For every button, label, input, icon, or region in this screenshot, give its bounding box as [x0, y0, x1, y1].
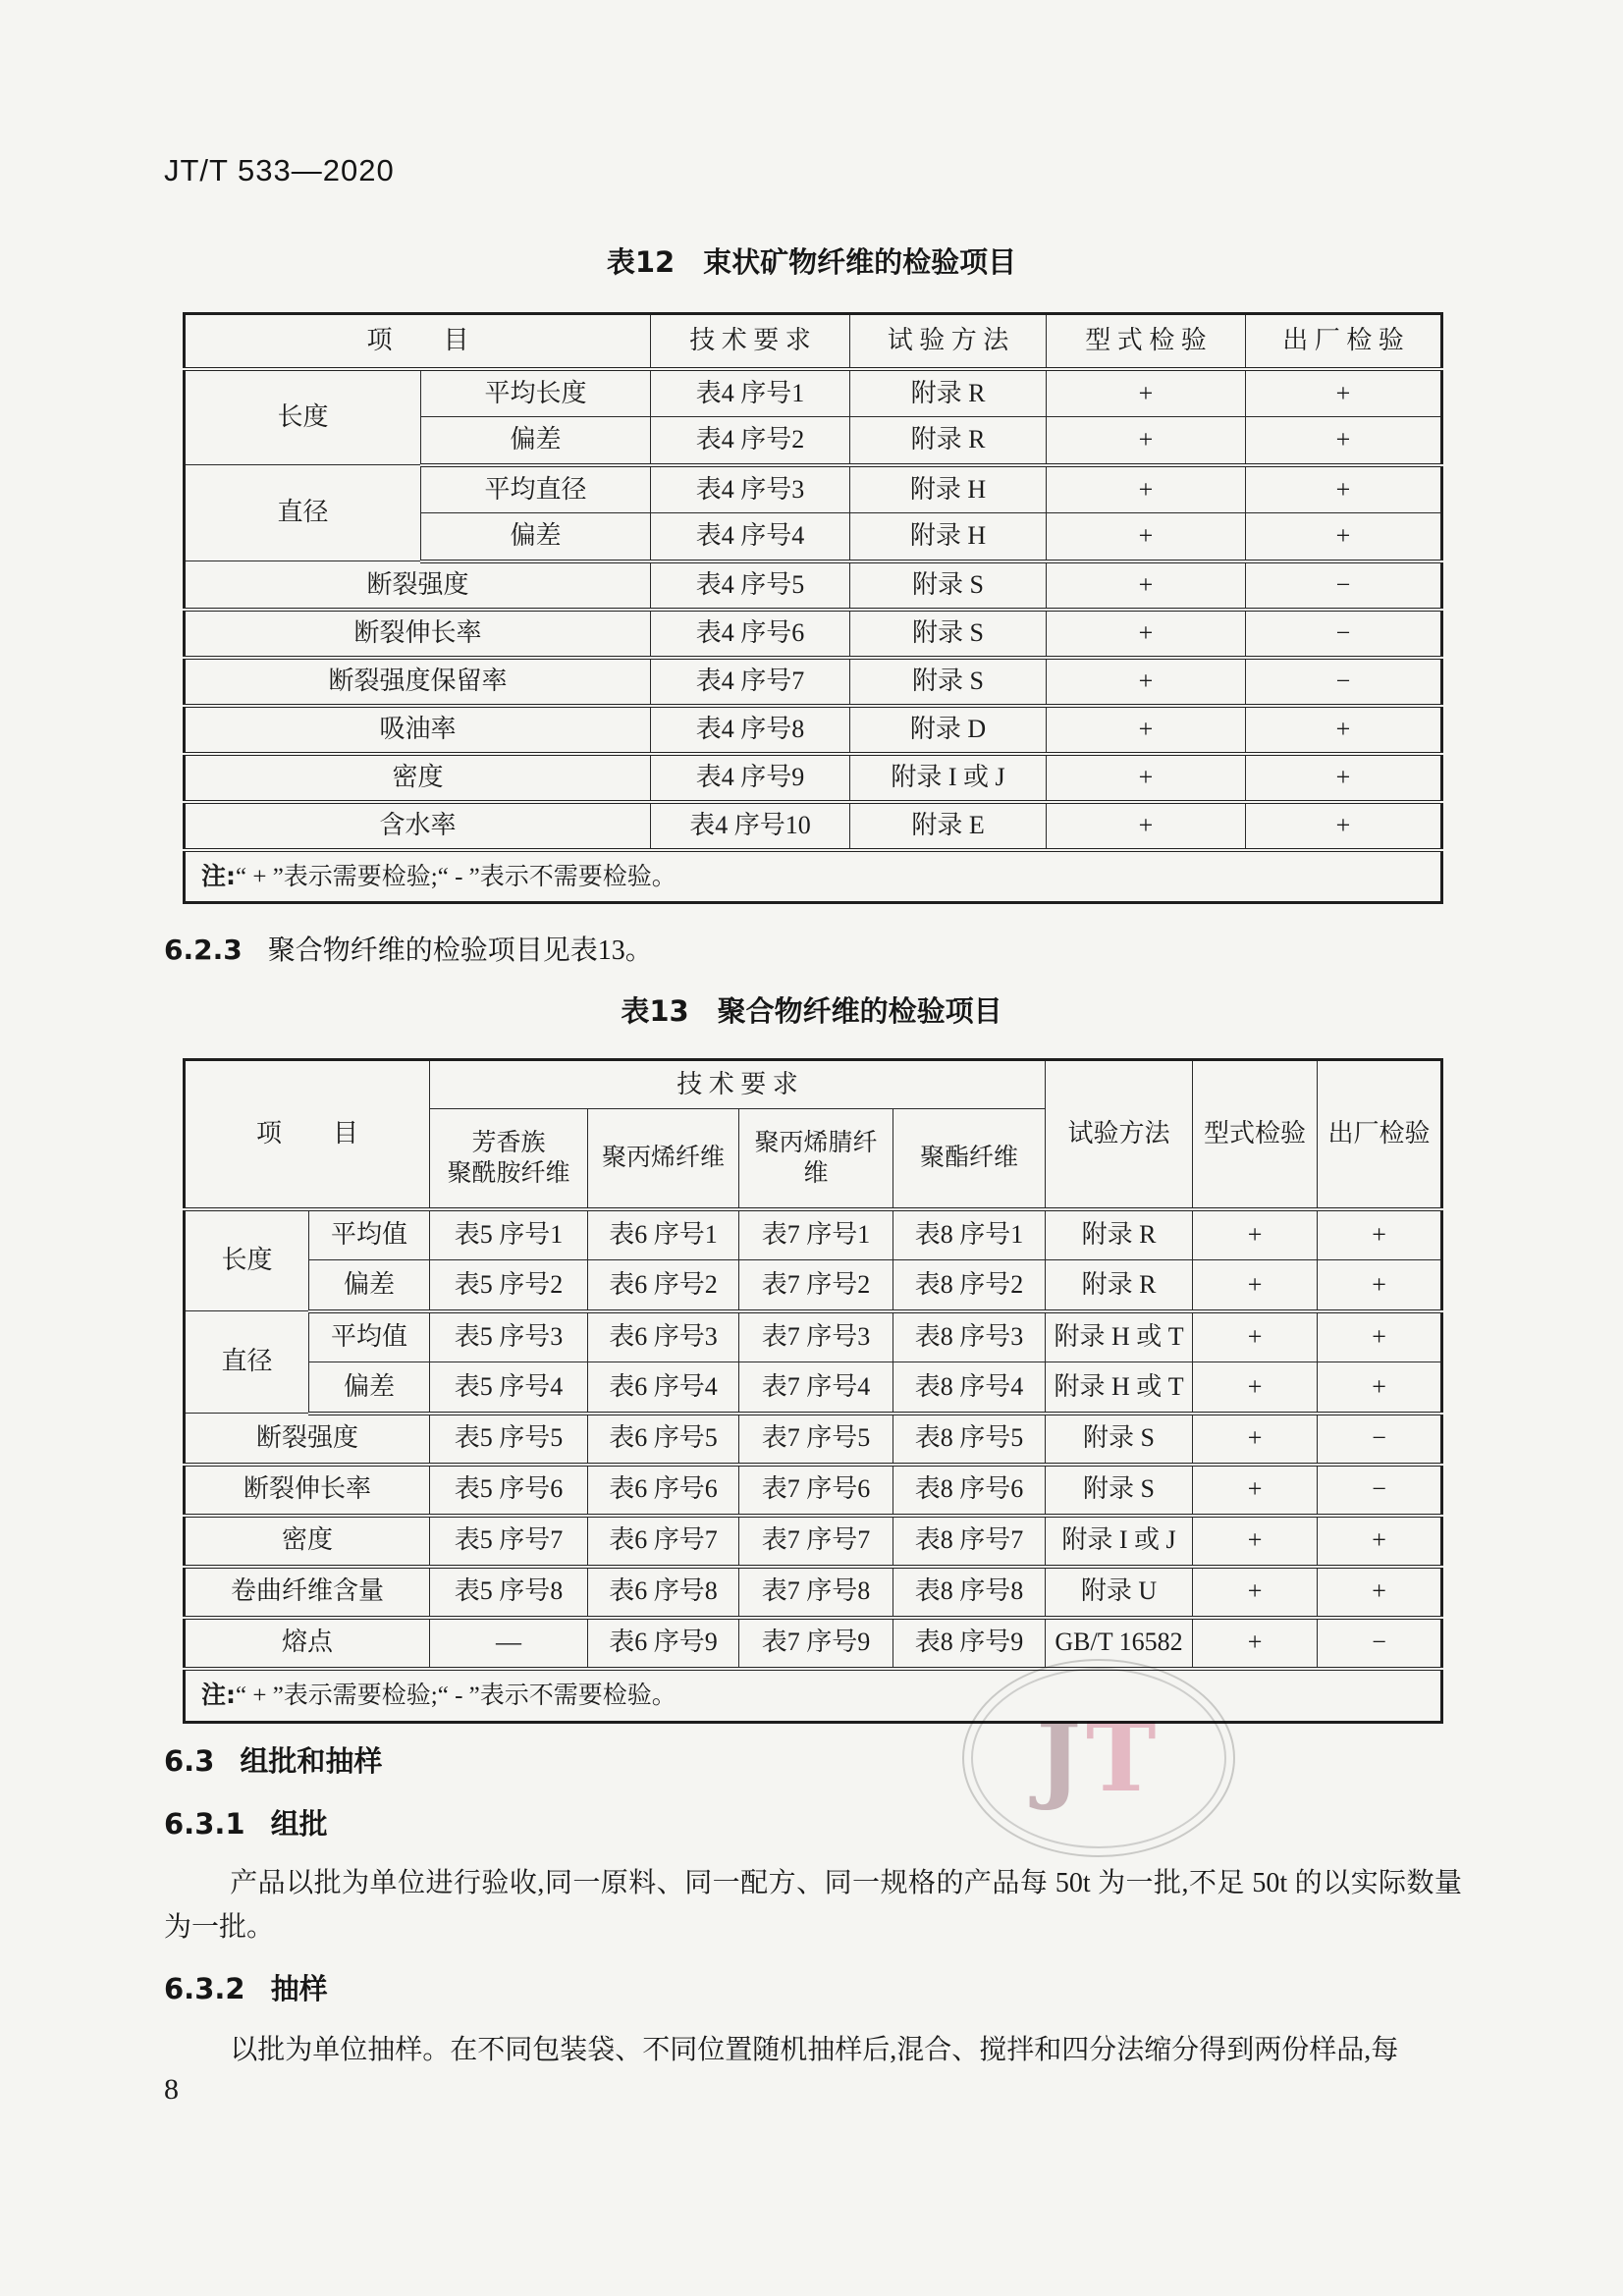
type-check-cell: + [1047, 369, 1246, 417]
item-sub-cell: 偏差 [421, 417, 651, 465]
table13-note [185, 1669, 1442, 1723]
clause-6-3-1 [164, 1802, 328, 1842]
clause-text: 聚合物纤维的检验项目见表13。 [267, 935, 653, 966]
requirement-cell: 表6 序号2 [588, 1260, 739, 1311]
factory-check-cell: + [1246, 802, 1442, 850]
item-cell: 断裂伸长率 [185, 1465, 430, 1516]
method-cell: 附录 I 或 J [850, 754, 1047, 802]
table-12 [183, 312, 1443, 904]
table-row [185, 1516, 1442, 1567]
item-cell: 卷曲纤维含量 [185, 1567, 430, 1618]
table-row [185, 1567, 1442, 1618]
item-cell: 密度 [185, 754, 651, 802]
requirement-cell: 表8 序号5 [893, 1414, 1046, 1465]
method-cell: 附录 S [1046, 1465, 1193, 1516]
method-cell: 附录 D [850, 706, 1047, 754]
table-row [185, 369, 1442, 417]
requirement-cell: 表4 序号4 [651, 513, 850, 561]
requirement-cell: 表4 序号5 [651, 561, 850, 610]
requirement-cell: 表6 序号3 [588, 1311, 739, 1362]
table-row [185, 1362, 1442, 1414]
t13-col-type: 型式检验 [1193, 1060, 1318, 1209]
t13-col-aramid-line1: 芳香族 [471, 1129, 546, 1156]
requirement-cell: 表4 序号1 [651, 369, 850, 417]
factory-check-cell: + [1246, 754, 1442, 802]
type-check-cell: + [1193, 1260, 1318, 1311]
requirement-cell: 表6 序号6 [588, 1465, 739, 1516]
requirement-cell: — [430, 1618, 588, 1669]
method-cell: 附录 I 或 J [1046, 1516, 1193, 1567]
item-group-cell: 直径 [185, 1311, 309, 1414]
requirement-cell: 表4 序号10 [651, 802, 850, 850]
requirement-cell: 表5 序号1 [430, 1209, 588, 1260]
method-cell: 附录 R [1046, 1260, 1193, 1311]
requirement-cell: 表6 序号9 [588, 1618, 739, 1669]
factory-check-cell: − [1246, 658, 1442, 706]
table-row [185, 1465, 1442, 1516]
t13-col-polyester: 聚酯纤维 [893, 1109, 1046, 1209]
note-label: 注: [201, 1681, 236, 1710]
item-cell: 吸油率 [185, 706, 651, 754]
table-row [185, 561, 1442, 610]
item-sub-cell: 平均直径 [421, 465, 651, 513]
requirement-cell: 表4 序号3 [651, 465, 850, 513]
clause-number: 6.3.2 [164, 1972, 245, 2005]
table12-note-row [185, 850, 1442, 903]
type-check-cell: + [1193, 1516, 1318, 1567]
t13-col-method: 试验方法 [1046, 1060, 1193, 1209]
paragraph-6-3-1: 产品以批为单位进行验收,同一原料、同一配方、同一规格的产品每 50t 为一批,不足 50t 的以实际数量为一批。 [164, 1868, 1462, 1943]
item-sub-cell: 平均值 [309, 1209, 430, 1260]
type-check-cell: + [1193, 1465, 1318, 1516]
t13-col-polypropylene: 聚丙烯纤维 [588, 1109, 739, 1209]
clause-number: 6.3 [164, 1744, 215, 1778]
type-check-cell: + [1047, 706, 1246, 754]
table-row [185, 754, 1442, 802]
factory-check-cell: − [1318, 1465, 1442, 1516]
page-number: 8 [164, 2073, 179, 2106]
type-check-cell: + [1047, 658, 1246, 706]
requirement-cell: 表6 序号1 [588, 1209, 739, 1260]
item-cell: 密度 [185, 1516, 430, 1567]
method-cell: 附录 S [850, 561, 1047, 610]
requirement-cell: 表7 序号1 [739, 1209, 893, 1260]
type-check-cell: + [1193, 1209, 1318, 1260]
requirement-cell: 表5 序号5 [430, 1414, 588, 1465]
clause-text: 组批 [270, 1807, 328, 1841]
method-cell: 附录 U [1046, 1567, 1193, 1618]
note-label: 注: [201, 861, 236, 890]
t13-col-tech: 技 术 要 求 [430, 1060, 1046, 1109]
factory-check-cell: + [1318, 1567, 1442, 1618]
requirement-cell: 表7 序号4 [739, 1362, 893, 1414]
requirement-cell: 表5 序号6 [430, 1465, 588, 1516]
t13-col-aramid [430, 1109, 588, 1209]
requirement-cell: 表8 序号6 [893, 1465, 1046, 1516]
table-row [185, 1260, 1442, 1311]
table-row [185, 1414, 1442, 1465]
t12-col-factory: 出 厂 检 验 [1246, 314, 1442, 369]
table-row [185, 802, 1442, 850]
method-cell: GB/T 16582 [1046, 1618, 1193, 1669]
table-row [185, 610, 1442, 658]
type-check-cell: + [1047, 610, 1246, 658]
t13-col-factory: 出厂检验 [1318, 1060, 1442, 1209]
requirement-cell: 表4 序号2 [651, 417, 850, 465]
requirement-cell: 表7 序号8 [739, 1567, 893, 1618]
item-cell: 断裂强度保留率 [185, 658, 651, 706]
type-check-cell: + [1193, 1567, 1318, 1618]
table12-header-row [185, 314, 1442, 369]
type-check-cell: + [1193, 1311, 1318, 1362]
requirement-cell: 表5 序号7 [430, 1516, 588, 1567]
factory-check-cell: + [1318, 1260, 1442, 1311]
type-check-cell: + [1047, 754, 1246, 802]
item-cell: 断裂强度 [185, 1414, 430, 1465]
requirement-cell: 表7 序号2 [739, 1260, 893, 1311]
t12-col-type: 型 式 检 验 [1047, 314, 1246, 369]
clause-text: 抽样 [270, 1972, 328, 2005]
requirement-cell: 表7 序号3 [739, 1311, 893, 1362]
clause-6-2-3 [164, 929, 653, 968]
watermark-letter-j: J [1036, 1702, 1086, 1813]
factory-check-cell: + [1318, 1311, 1442, 1362]
item-sub-cell: 偏差 [309, 1260, 430, 1311]
type-check-cell: + [1047, 561, 1246, 610]
requirement-cell: 表4 序号8 [651, 706, 850, 754]
table12-title: 表12 束状矿物纤维的检验项目 [606, 245, 1017, 279]
item-cell: 含水率 [185, 802, 651, 850]
method-cell: 附录 H [850, 465, 1047, 513]
item-cell: 熔点 [185, 1618, 430, 1669]
requirement-cell: 表8 序号2 [893, 1260, 1046, 1311]
requirement-cell: 表4 序号9 [651, 754, 850, 802]
t12-col-tech: 技 术 要 求 [651, 314, 850, 369]
requirement-cell: 表6 序号8 [588, 1567, 739, 1618]
requirement-cell: 表8 序号8 [893, 1567, 1046, 1618]
clause-6-3 [164, 1739, 382, 1780]
table-row [185, 1618, 1442, 1669]
factory-check-cell: + [1246, 465, 1442, 513]
requirement-cell: 表8 序号9 [893, 1618, 1046, 1669]
standard-number: JT/T 533—2020 [164, 153, 395, 187]
method-cell: 附录 H 或 T [1046, 1362, 1193, 1414]
clause-number: 6.2.3 [164, 934, 243, 966]
factory-check-cell: − [1318, 1414, 1442, 1465]
requirement-cell: 表8 序号3 [893, 1311, 1046, 1362]
table-row [185, 706, 1442, 754]
requirement-cell: 表7 序号9 [739, 1618, 893, 1669]
item-sub-cell: 偏差 [309, 1362, 430, 1414]
type-check-cell: + [1047, 417, 1246, 465]
factory-check-cell: + [1246, 417, 1442, 465]
item-group-cell: 长度 [185, 1209, 309, 1311]
item-sub-cell: 平均长度 [421, 369, 651, 417]
method-cell: 附录 H [850, 513, 1047, 561]
item-group-cell: 直径 [185, 465, 421, 561]
factory-check-cell: + [1246, 706, 1442, 754]
requirement-cell: 表5 序号2 [430, 1260, 588, 1311]
method-cell: 附录 S [850, 610, 1047, 658]
method-cell: 附录 R [850, 369, 1047, 417]
t13-col-item: 项 目 [185, 1060, 430, 1209]
factory-check-cell: + [1246, 513, 1442, 561]
factory-check-cell: + [1318, 1209, 1442, 1260]
type-check-cell: + [1193, 1618, 1318, 1669]
requirement-cell: 表6 序号7 [588, 1516, 739, 1567]
table-row [185, 1209, 1442, 1260]
requirement-cell: 表8 序号7 [893, 1516, 1046, 1567]
requirement-cell: 表6 序号5 [588, 1414, 739, 1465]
t12-col-method: 试 验 方 法 [850, 314, 1047, 369]
table12-note [185, 850, 1442, 903]
requirement-cell: 表8 序号1 [893, 1209, 1046, 1260]
requirement-cell: 表8 序号4 [893, 1362, 1046, 1414]
requirement-cell: 表7 序号6 [739, 1465, 893, 1516]
requirement-cell: 表5 序号3 [430, 1311, 588, 1362]
clause-number: 6.3.1 [164, 1807, 245, 1841]
requirement-cell: 表5 序号8 [430, 1567, 588, 1618]
clause-6-3-2 [164, 1967, 328, 2007]
requirement-cell: 表7 序号5 [739, 1414, 893, 1465]
method-cell: 附录 S [850, 658, 1047, 706]
requirement-cell: 表5 序号4 [430, 1362, 588, 1414]
table-row [185, 1311, 1442, 1362]
method-cell: 附录 R [850, 417, 1047, 465]
requirement-cell: 表4 序号6 [651, 610, 850, 658]
table-row [185, 465, 1442, 513]
factory-check-cell: − [1246, 561, 1442, 610]
factory-check-cell: − [1246, 610, 1442, 658]
t12-col-item: 项 目 [185, 314, 651, 369]
table-13 [183, 1058, 1443, 1724]
type-check-cell: + [1047, 802, 1246, 850]
table-row [185, 658, 1442, 706]
requirement-cell: 表4 序号7 [651, 658, 850, 706]
item-sub-cell: 偏差 [421, 513, 651, 561]
table13-header-row1 [185, 1060, 1442, 1109]
method-cell: 附录 E [850, 802, 1047, 850]
t13-col-polyacrylonitrile: 聚丙烯腈纤维 [739, 1109, 893, 1209]
type-check-cell: + [1047, 465, 1246, 513]
method-cell: 附录 S [1046, 1414, 1193, 1465]
method-cell: 附录 H 或 T [1046, 1311, 1193, 1362]
t13-col-aramid-line2: 聚酰胺纤维 [447, 1159, 570, 1187]
method-cell: 附录 R [1046, 1209, 1193, 1260]
item-sub-cell: 平均值 [309, 1311, 430, 1362]
table13-note-row [185, 1669, 1442, 1723]
item-group-cell: 长度 [185, 369, 421, 465]
table13-title: 表13 聚合物纤维的检验项目 [621, 994, 1002, 1028]
type-check-cell: + [1193, 1414, 1318, 1465]
factory-check-cell: + [1318, 1516, 1442, 1567]
note-text: “ + ”表示需要检验;“ - ”表示不需要检验。 [236, 863, 676, 890]
watermark-letter-t: T [1085, 1702, 1162, 1813]
clause-text: 组批和抽样 [240, 1744, 383, 1778]
type-check-cell: + [1193, 1362, 1318, 1414]
paragraph-6-3-2: 以批为单位抽样。在不同包装袋、不同位置随机抽样后,混合、搅拌和四分法缩分得到两份样品,每 [230, 2035, 1399, 2065]
factory-check-cell: − [1318, 1618, 1442, 1669]
requirement-cell: 表7 序号7 [739, 1516, 893, 1567]
item-cell: 断裂强度 [185, 561, 651, 610]
factory-check-cell: + [1318, 1362, 1442, 1414]
item-cell: 断裂伸长率 [185, 610, 651, 658]
note-text: “ + ”表示需要检验;“ - ”表示不需要检验。 [236, 1682, 676, 1710]
factory-check-cell: + [1246, 369, 1442, 417]
type-check-cell: + [1047, 513, 1246, 561]
requirement-cell: 表6 序号4 [588, 1362, 739, 1414]
